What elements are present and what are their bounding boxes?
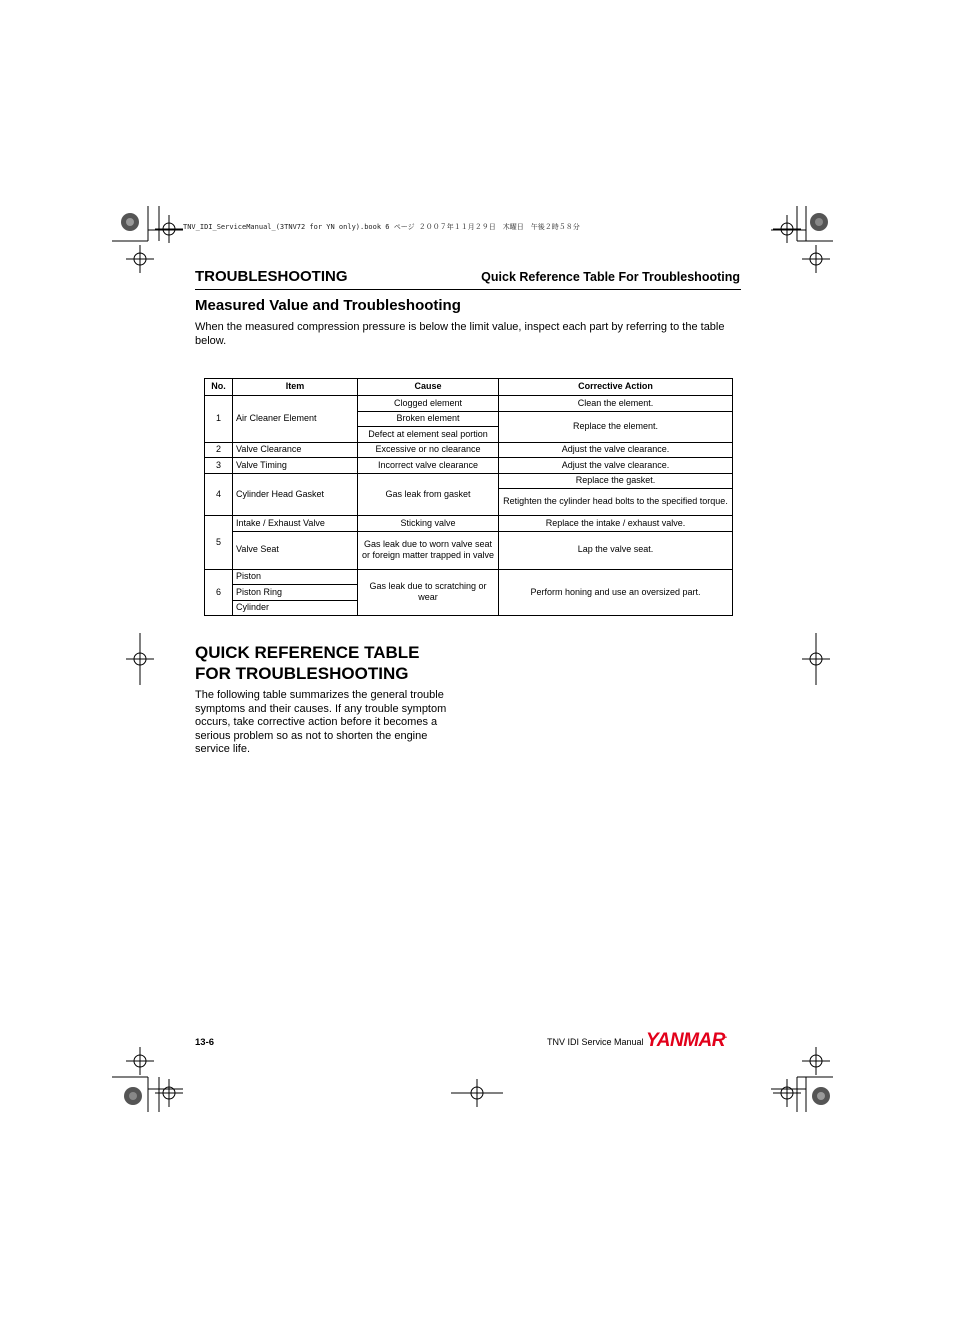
col-header-item: Item: [233, 379, 358, 396]
table-row: [205, 531, 733, 569]
brand-name: YANMAR: [646, 1030, 725, 1051]
row-no: 2: [205, 442, 233, 458]
row-cause: Gas leak from gasket: [358, 473, 499, 516]
col-header-action: Corrective Action: [499, 379, 733, 396]
troubleshooting-table: [204, 378, 733, 616]
table-row: [205, 442, 733, 458]
table-row: [205, 569, 733, 585]
row-action: Perform honing and use an oversized part.: [499, 569, 733, 616]
row-action: Replace the intake / exhaust valve.: [499, 516, 733, 532]
row-no: 1: [205, 396, 233, 443]
table-row: [205, 396, 733, 412]
quick-reference-summary: The following table summarizes the general trouble symptoms and their causes. If any trouble symptom occurs, take corrective action before it becomes a serious problem so as not to shorten the engine service life.: [195, 689, 447, 756]
measured-section-title: Measured Value and Troubleshooting: [195, 297, 461, 314]
col-header-cause: Cause: [358, 379, 499, 396]
row-item: Cylinder Head Gasket: [233, 473, 358, 516]
row-no: 6: [205, 569, 233, 616]
col-header-no: No.: [205, 379, 233, 396]
row-item: Cylinder: [233, 600, 358, 616]
header-rule: [195, 289, 741, 290]
row-no: 3: [205, 458, 233, 474]
row-action: Adjust the valve clearance.: [499, 442, 733, 458]
print-info: TNV_IDI_ServiceManual_(3TNV72 for YN only).book 6 ページ ２００７年１１月２９日 木曜日 午後２時５８分: [183, 223, 580, 231]
row-action: Replace the element.: [499, 411, 733, 442]
section-header: TROUBLESHOOTING: [195, 268, 348, 285]
row-item: Valve Timing: [233, 458, 358, 474]
row-cause: Clogged element: [358, 396, 499, 412]
row-item: Air Cleaner Element: [233, 396, 358, 443]
row-cause: Gas leak due to scratching or wear: [358, 569, 499, 616]
row-cause: Broken element: [358, 411, 499, 427]
row-action: Replace the gasket.: [499, 473, 733, 489]
table-row: [205, 458, 733, 474]
page-number: 13-6: [195, 1037, 215, 1048]
row-item: Piston Ring: [233, 585, 358, 601]
quick-reference-title: [195, 642, 495, 684]
quick-reference-title-line1: QUICK REFERENCE TABLE: [195, 643, 420, 662]
yanmar-logo: YANMAR.: [646, 1030, 727, 1051]
topic-header: Quick Reference Table For Troubleshooting: [481, 270, 740, 284]
row-cause: Gas leak due to worn valve seat or foreign matter trapped in valve: [358, 531, 499, 569]
row-item: Valve Clearance: [233, 442, 358, 458]
row-item: Valve Seat: [233, 531, 358, 569]
manual-name: TNV IDI Service Manual: [547, 1037, 644, 1047]
row-cause: Excessive or no clearance: [358, 442, 499, 458]
table-row: [205, 473, 733, 489]
quick-reference-title-line2: FOR TROUBLESHOOTING: [195, 664, 409, 683]
row-action: Lap the valve seat.: [499, 531, 733, 569]
row-action: Adjust the valve clearance.: [499, 458, 733, 474]
row-cause: Defect at element seal portion: [358, 427, 499, 443]
row-action: Retighten the cylinder head bolts to the specified torque.: [499, 489, 733, 516]
row-no: 4: [205, 473, 233, 516]
table-row: [205, 516, 733, 532]
row-cause: Sticking valve: [358, 516, 499, 532]
row-cause: Incorrect valve clearance: [358, 458, 499, 474]
measured-intro: When the measured compression pressure is below the limit value, inspect each part by referring to the table below.: [195, 321, 725, 347]
row-no: 5: [205, 516, 233, 570]
row-item: Piston: [233, 569, 358, 585]
row-action: Clean the element.: [499, 396, 733, 412]
table-header-row: [205, 379, 733, 396]
row-item: Intake / Exhaust Valve: [233, 516, 358, 532]
